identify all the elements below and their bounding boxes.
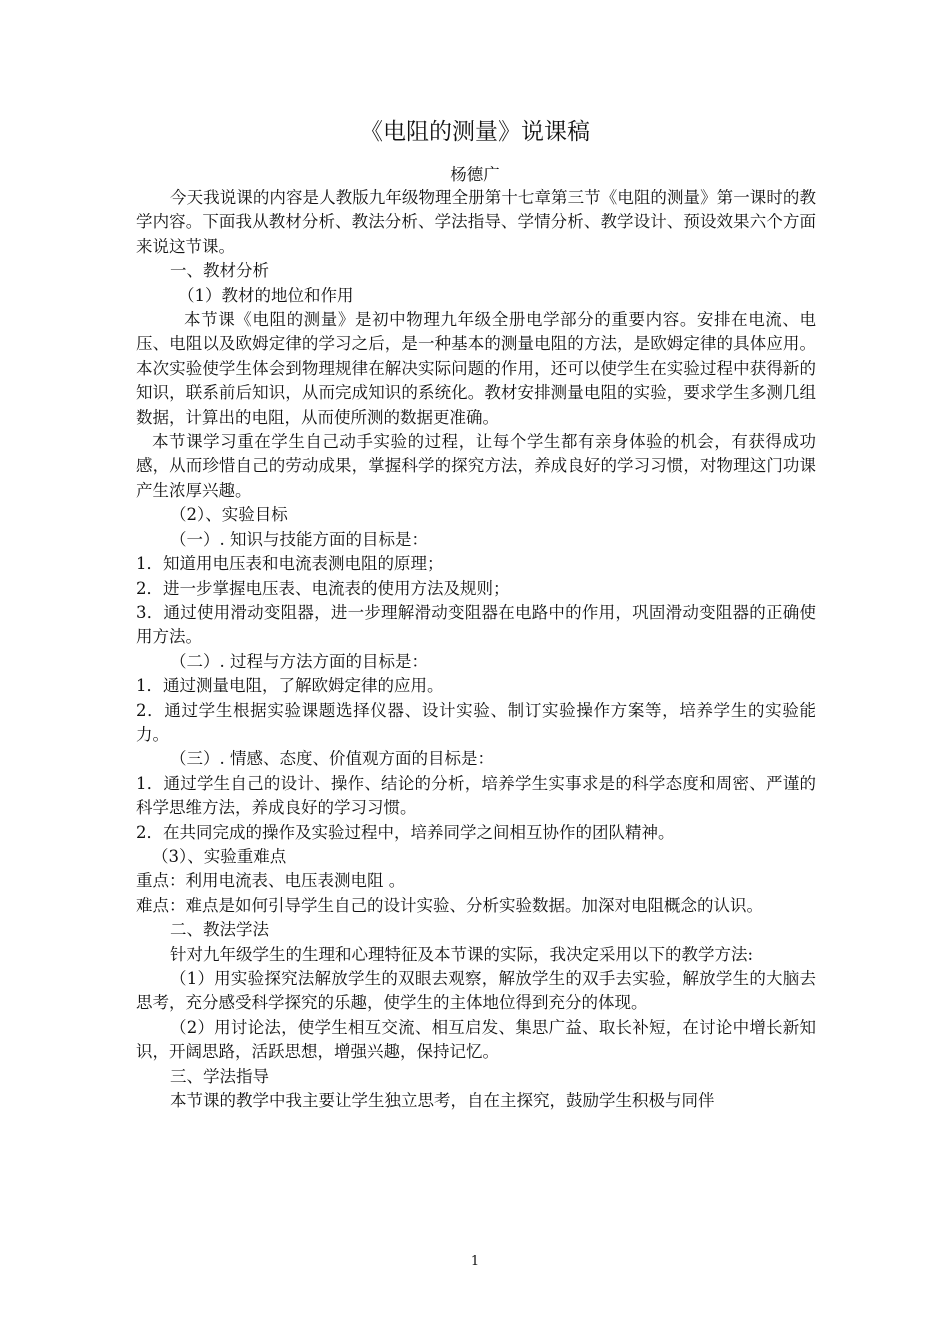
subsection-heading: （1）教材的地位和作用 [178,285,354,305]
section-heading-3: 三、学法指导 [170,1066,269,1086]
list-item: 1．知道用电压表和电流表测电阻的原理； [136,554,444,574]
body-paragraph: （2）用讨论法，使学生相互交流、相互启发、集思广益、取长补短，在讨论中增长新知识，开阔思路，活跃思想，增强兴趣，保持记忆。 [136,1017,816,1062]
goal-heading: （一）. 知识与技能方面的目标是： [170,529,428,549]
page-number: 1 [470,1254,480,1269]
body-paragraph: （1）用实验探究法解放学生的双眼去观察，解放学生的双手去实验，解放学生的大脑去思考，充分感受科学探究的乐趣，使学生的主体地位得到充分的体现。 [136,969,816,1013]
list-item: 1．通过学生自己的设计、操作、结论的分析，培养学生实事求是的科学态度和周密、严谨的科学思维方法，养成良好的学习习惯。 [136,773,816,818]
list-item: 2．通过学生根据实验课题选择仪器、设计实验、制订实验操作方案等，培养学生的实验能力。 [136,700,816,744]
body-paragraph: 本节课学习重在学生自己动手实验的过程，让每个学生都有亲身体验的机会，有获得成功感，从而珍惜自己的劳动成果，掌握科学的探究方法，养成良好的学习习惯，对物理这门功课产生浓厚兴趣。 [136,432,816,500]
list-item: 1．通过测量电阻，了解欧姆定律的应用。 [136,676,444,696]
section-heading-1: 一、教材分析 [170,261,269,281]
list-item: 2．进一步掌握电压表、电流表的使用方法及规则； [136,578,510,598]
subsection-heading: （3）、实验重难点 [152,846,287,866]
body-paragraph: 本节课的教学中我主要让学生独立思考，自在主探究，鼓励学生积极与同伴 [170,1091,715,1111]
document-title: 《电阻的测量》说课稿 [360,119,590,145]
document-body [136,186,816,1113]
section-heading-2: 二、教法学法 [170,920,269,940]
intro-paragraph: 今天我说课的内容是人教版九年级物理全册第十七章第三节《电阻的测量》第一课时的教学内容。下面我从教材分析、教法分析、学法指导、学情分析、教学设计、预设效果六个方面来说这节课。 [136,188,816,256]
difficult-point: 难点：难点是如何引导学生自己的设计实验、分析实验数据。加深对电阻概念的认识。 [136,895,763,915]
key-point: 重点：利用电流表、电压表测电阻 。 [136,871,406,891]
list-item: 2．在共同完成的操作及实验过程中，培养同学之间相互协作的团队精神。 [136,822,675,842]
goal-heading: （二）. 过程与方法方面的目标是： [170,651,428,671]
subsection-heading: （2）、实验目标 [170,505,288,525]
body-paragraph: 针对九年级学生的生理和心理特征及本节课的实际，我决定采用以下的教学方法: [170,944,754,964]
document-author: 杨德广 [450,165,500,184]
goal-heading: （三）. 情感、态度、价值观方面的目标是： [170,749,494,769]
body-paragraph: 本节课《电阻的测量》是初中物理九年级全册电学部分的重要内容。安排在电流、电压、电阻以及欧姆定律的学习之后，是一种基本的测量电阻的方法，是欧姆定律的具体应用。本次实验使学生体会到物理规律在解决实际问题的作用，还可以使学生在实验过程中获得新的知识，联系前后知识，从而完成知识的系统化。教材安排测量电阻的实验，要求学生多测几组数据，计算出的电阻，从而使所测的数据更准确。 [136,310,816,427]
list-item: 3．通过使用滑动变阻器，进一步理解滑动变阻器在电路中的作用，巩固滑动变阻器的正确使用方法。 [136,602,816,647]
